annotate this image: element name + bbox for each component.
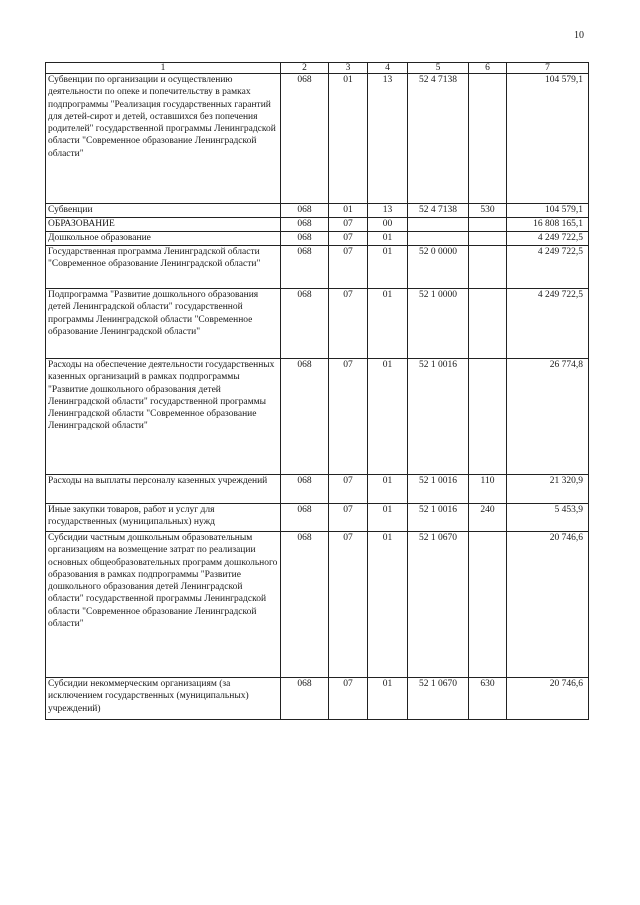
row-name: Расходы на выплаты персоналу казенных учреждений — [46, 475, 281, 504]
cell-amount: 104 579,1 — [507, 204, 589, 218]
cell-ministry: 068 — [281, 218, 329, 232]
column-header: 1 — [46, 63, 281, 74]
cell-amount: 104 579,1 — [507, 74, 589, 204]
cell-ministry: 068 — [281, 504, 329, 532]
cell-expense-type — [469, 74, 507, 204]
cell-section: 07 — [329, 678, 368, 720]
cell-target-article: 52 4 7138 — [408, 74, 469, 204]
cell-target-article: 52 1 0670 — [408, 678, 469, 720]
cell-target-article: 52 1 0016 — [408, 359, 469, 475]
table-row — [46, 678, 589, 720]
column-header: 3 — [329, 63, 368, 74]
cell-target-article — [408, 218, 469, 232]
cell-target-article: 52 1 0670 — [408, 532, 469, 678]
cell-ministry: 068 — [281, 359, 329, 475]
cell-expense-type — [469, 289, 507, 359]
cell-subsection: 01 — [368, 504, 408, 532]
row-name: Расходы на обеспечение деятельности государственных казенных организаций в рамках подпрограммы "Развитие дошкольного образования детей Ленинградской области" государственной программы Ленинградской области "Современное образование Ленинградской области" — [46, 359, 281, 475]
cell-ministry: 068 — [281, 74, 329, 204]
row-name: Субвенции — [46, 204, 281, 218]
table-row — [46, 218, 589, 232]
table-row — [46, 204, 589, 218]
row-name: Государственная программа Ленинградской области "Современное образование Ленинградской области" — [46, 246, 281, 289]
cell-section: 01 — [329, 204, 368, 218]
row-name: Субвенции по организации и осуществлению деятельности по опеке и попечительству в рамках подпрограммы "Реализация государственных гарантий для детей-сирот и детей, оставшихся без попечения родителей" государственной программы Ленинградской области "Современное образование Ленинградской области" — [46, 74, 281, 204]
column-header: 7 — [507, 63, 589, 74]
cell-target-article: 52 1 0016 — [408, 504, 469, 532]
row-name: Иные закупки товаров, работ и услуг для государственных (муниципальных) нужд — [46, 504, 281, 532]
cell-section: 07 — [329, 289, 368, 359]
cell-expense-type — [469, 218, 507, 232]
cell-ministry: 068 — [281, 232, 329, 246]
cell-ministry: 068 — [281, 289, 329, 359]
cell-expense-type: 630 — [469, 678, 507, 720]
cell-expense-type — [469, 359, 507, 475]
budget-table — [45, 62, 589, 720]
page-number: 10 — [574, 30, 584, 41]
cell-expense-type — [469, 532, 507, 678]
column-header: 4 — [368, 63, 408, 74]
cell-amount: 16 808 165,1 — [507, 218, 589, 232]
cell-expense-type: 240 — [469, 504, 507, 532]
cell-section: 07 — [329, 232, 368, 246]
cell-subsection: 00 — [368, 218, 408, 232]
cell-section: 07 — [329, 504, 368, 532]
cell-expense-type — [469, 246, 507, 289]
cell-expense-type — [469, 232, 507, 246]
cell-amount: 4 249 722,5 — [507, 246, 589, 289]
column-header-row — [46, 63, 589, 74]
column-header: 5 — [408, 63, 469, 74]
cell-target-article: 52 0 0000 — [408, 246, 469, 289]
cell-target-article: 52 1 0016 — [408, 475, 469, 504]
row-name: Дошкольное образование — [46, 232, 281, 246]
cell-target-article: 52 4 7138 — [408, 204, 469, 218]
cell-ministry: 068 — [281, 475, 329, 504]
cell-subsection: 01 — [368, 532, 408, 678]
cell-subsection: 13 — [368, 204, 408, 218]
cell-ministry: 068 — [281, 678, 329, 720]
cell-section: 07 — [329, 218, 368, 232]
cell-target-article — [408, 232, 469, 246]
column-header: 2 — [281, 63, 329, 74]
row-name: Подпрограмма "Развитие дошкольного образования детей Ленинградской области" государственной программы Ленинградской области "Современное образование Ленинградской области" — [46, 289, 281, 359]
table-row — [46, 359, 589, 475]
cell-ministry: 068 — [281, 246, 329, 289]
table-row — [46, 504, 589, 532]
column-header: 6 — [469, 63, 507, 74]
table-row — [46, 74, 589, 204]
cell-amount: 4 249 722,5 — [507, 289, 589, 359]
table-row — [46, 289, 589, 359]
cell-section: 07 — [329, 359, 368, 475]
cell-subsection: 01 — [368, 289, 408, 359]
cell-target-article: 52 1 0000 — [408, 289, 469, 359]
cell-section: 01 — [329, 74, 368, 204]
cell-expense-type: 530 — [469, 204, 507, 218]
cell-amount: 21 320,9 — [507, 475, 589, 504]
table-row — [46, 232, 589, 246]
cell-subsection: 01 — [368, 475, 408, 504]
row-name: Субсидии частным дошкольным образовательным организациям на возмещение затрат по реализации основных общеобразовательных программ дошкольного образования в рамках подпрограммы "Развитие дошкольного образования детей Ленинградской области" государственной программы Ленинградской области "Современное образование Ленинградской области" — [46, 532, 281, 678]
cell-expense-type: 110 — [469, 475, 507, 504]
cell-amount: 5 453,9 — [507, 504, 589, 532]
cell-ministry: 068 — [281, 204, 329, 218]
cell-section: 07 — [329, 532, 368, 678]
cell-subsection: 01 — [368, 678, 408, 720]
table-row — [46, 532, 589, 678]
cell-subsection: 01 — [368, 232, 408, 246]
cell-amount: 20 746,6 — [507, 678, 589, 720]
cell-subsection: 13 — [368, 74, 408, 204]
cell-subsection: 01 — [368, 359, 408, 475]
row-name: Субсидии некоммерческим организациям (за исключением государственных (муниципальных) учреждений) — [46, 678, 281, 720]
cell-amount: 4 249 722,5 — [507, 232, 589, 246]
cell-amount: 26 774,8 — [507, 359, 589, 475]
cell-section: 07 — [329, 475, 368, 504]
cell-subsection: 01 — [368, 246, 408, 289]
row-name: ОБРАЗОВАНИЕ — [46, 218, 281, 232]
table-row — [46, 475, 589, 504]
cell-amount: 20 746,6 — [507, 532, 589, 678]
cell-ministry: 068 — [281, 532, 329, 678]
cell-section: 07 — [329, 246, 368, 289]
table-row — [46, 246, 589, 289]
